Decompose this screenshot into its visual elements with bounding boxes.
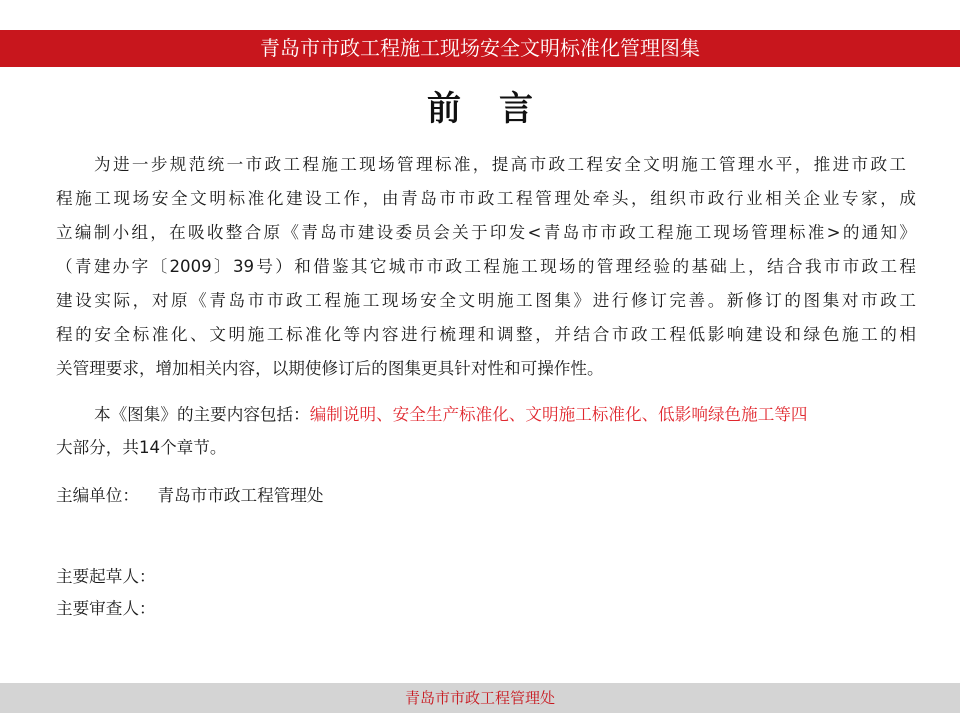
paragraph-2-line: 大部分，共14个章节。 <box>56 438 227 457</box>
header-bar <box>0 30 960 67</box>
editor-unit-value: 青岛市市政工程管理处 <box>157 486 324 505</box>
paragraph-1-line: 建设实际，对原《青岛市市政工程施工现场安全文明施工图集》进行修订完善。新修订的图集对市政工 <box>56 291 916 310</box>
header-title: 青岛市市政工程施工现场安全文明标准化管理图集 <box>260 36 700 60</box>
contents-highlight: 编制说明、安全生产标准化、文明施工标准化、低影响绿色施工等四 <box>309 405 808 424</box>
editor-unit <box>56 484 916 508</box>
paragraph-2-line <box>94 403 906 427</box>
document-title: 前言 <box>427 89 571 129</box>
drafters-label: 主要起草人： <box>56 567 156 586</box>
paragraph-1-line: 关管理要求，增加相关内容，以期使修订后的图集更具针对性和可操作性。 <box>56 359 604 378</box>
paragraph-1-line: （青建办字〔2009〕39号）和借鉴其它城市市政工程施工现场的管理经验的基础上，结合我市市政工程 <box>56 257 916 276</box>
paragraph-1-line: 为进一步规范统一市政工程施工现场管理标准，提高市政工程安全文明施工管理水平，推进市政工 <box>94 155 906 174</box>
paragraph-1-line: 程施工现场安全文明标准化建设工作，由青岛市市政工程管理处牵头，组织市政行业相关企业专家，成 <box>56 189 916 208</box>
editor-unit-label: 主编单位： <box>56 486 139 505</box>
footer-bar <box>0 683 960 713</box>
footer-text: 青岛市市政工程管理处 <box>404 689 555 707</box>
paragraph-1-line: 程的安全标准化、文明施工标准化等内容进行梳理和调整，并结合市政工程低影响建设和绿色施工的相 <box>56 325 916 344</box>
contents-intro: 本《图集》的主要内容包括： <box>94 405 310 424</box>
reviewers-label: 主要审查人： <box>56 599 156 618</box>
paragraph-1-line: 立编制小组，在吸收整合原《青岛市建设委员会关于印发<青岛市市政工程施工现场管理标准>的通知》 <box>56 223 916 242</box>
